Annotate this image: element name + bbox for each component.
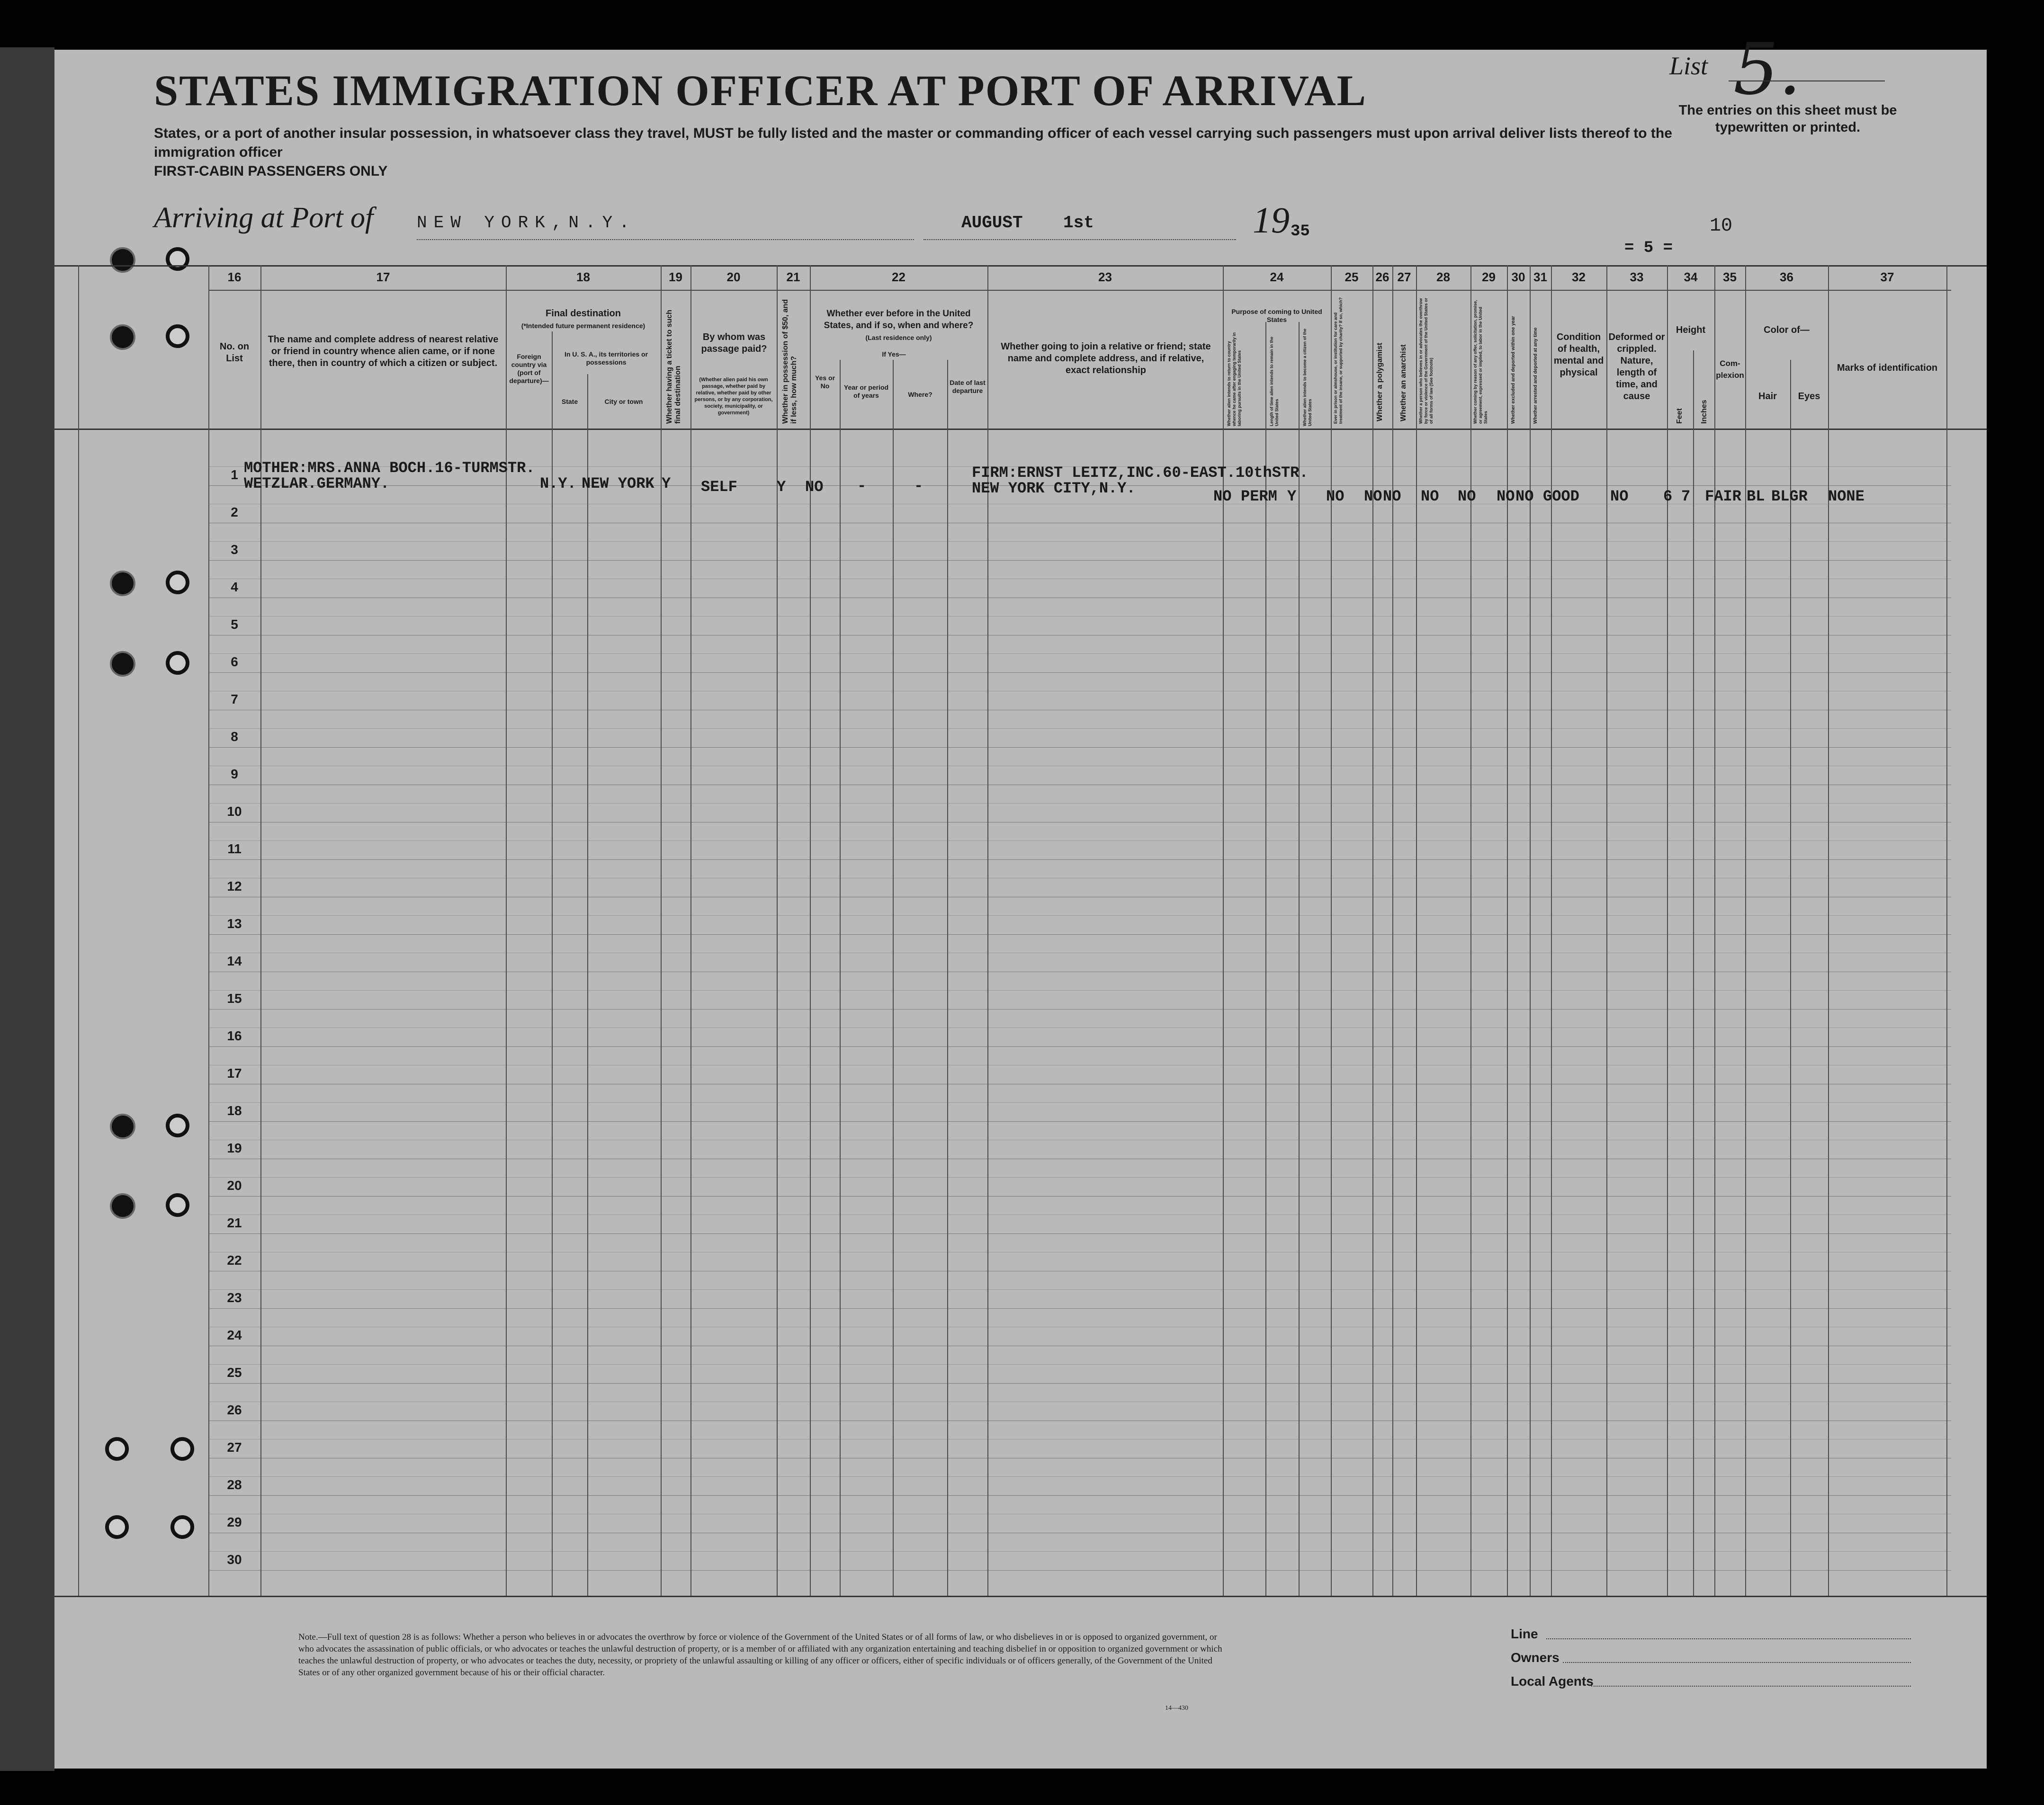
entry-where: -: [914, 477, 923, 495]
row-number: 28: [227, 1477, 242, 1492]
entry-before: NO: [805, 478, 824, 496]
row-subrule: [208, 1289, 1951, 1290]
row-subrule: [208, 840, 1951, 841]
row-number: 30: [227, 1552, 242, 1567]
header-final-destination: Final destination: [546, 308, 621, 319]
row-subrule: [208, 990, 1951, 991]
colnum-24: 24: [1270, 270, 1284, 284]
column-rule: [1331, 265, 1332, 1596]
binder-hole: [110, 247, 135, 273]
column-rule: [810, 265, 811, 1596]
entry-relative-line2: WETZLAR.GERMANY.: [244, 475, 390, 492]
entry-polygamist: NO: [1364, 488, 1382, 505]
header-if-yes: If Yes—: [882, 350, 906, 358]
row-number: 22: [227, 1253, 242, 1268]
header-deformed: Deformed or crippled. Nature, length of time, and cause: [1608, 332, 1665, 402]
row-number: 23: [227, 1290, 242, 1305]
row-number: 10: [227, 804, 242, 819]
column-rule: [661, 265, 662, 1596]
row-number: 7: [231, 692, 238, 706]
row-rule: [208, 1233, 1951, 1234]
entry-eyes: BLGR: [1771, 488, 1808, 505]
binder-hole: [105, 1437, 129, 1461]
binder-hole: [166, 324, 189, 348]
row-subrule: [208, 915, 1951, 916]
column-rule: [1790, 360, 1791, 1596]
row-subrule: [208, 1102, 1951, 1103]
binder-hole: [110, 571, 135, 596]
local-agents-label: Local Agents: [1511, 1674, 1594, 1689]
entries-note: The entries on this sheet must be typewritten or printed.: [1678, 103, 1897, 135]
binder-hole: [110, 1114, 135, 1139]
colnum-36: 36: [1780, 270, 1793, 284]
header-no-on-list: No. on List: [219, 341, 250, 364]
column-rule: [1299, 322, 1300, 1596]
header-state: State: [561, 398, 578, 405]
entry-joining-line2: NEW YORK CITY,N.Y.: [972, 480, 1136, 497]
colnum-18: 18: [576, 270, 590, 284]
arrival-day: 1st: [1063, 213, 1094, 232]
header-usa: In U. S. A., its territories or possessions: [564, 350, 648, 366]
entry-q30: NO: [1497, 488, 1515, 505]
colnum-22: 22: [892, 270, 905, 284]
column-rule: [1606, 265, 1607, 1596]
row-rule: [208, 1308, 1951, 1309]
table-bottom-rule: [54, 1596, 1987, 1597]
colnum-31: 31: [1533, 270, 1547, 284]
colnum-34: 34: [1684, 270, 1698, 284]
colnum-29: 29: [1482, 270, 1496, 284]
colnum-30: 30: [1511, 270, 1525, 284]
column-rule: [1667, 265, 1668, 1596]
port-rule: [417, 239, 914, 240]
colnum-26: 26: [1375, 270, 1390, 284]
entry-q29: NO: [1458, 488, 1476, 505]
column-rule: [78, 265, 79, 1596]
local-agents-rule: [1591, 1686, 1911, 1687]
row-number: 6: [231, 654, 238, 669]
colnum-37: 37: [1880, 270, 1894, 284]
header-q28: Whether a person who believes in or advocates the overthrow by force or violence of the Government of the United States or of all forms of law (See footnote): [1418, 297, 1434, 424]
row-subrule: [208, 1177, 1951, 1178]
list-number: 5.: [1733, 28, 1802, 111]
binding-edge: [0, 47, 54, 1771]
row-subrule: [208, 1476, 1951, 1477]
colnum-20: 20: [726, 270, 741, 284]
row-number: 27: [227, 1440, 242, 1455]
column-rule: [1828, 265, 1829, 1596]
header-color-of: Color of—: [1764, 325, 1810, 335]
header-passage: By whom was passage paid?: [701, 332, 767, 354]
header-before: Whether ever before in the United States, and if so, when and where?: [824, 309, 974, 331]
header-ticket: Whether having a ticket to such final destination: [665, 310, 682, 424]
row-subrule: [208, 541, 1951, 542]
row-rule: [208, 560, 1951, 561]
header-health: Condition of health, mental and physical: [1553, 332, 1604, 378]
row-rule: [208, 1196, 1951, 1197]
binder-hole: [166, 247, 189, 271]
header-joining: Whether going to join a relative or friend; state name and complete address, and if relative, exact relationship: [1001, 341, 1211, 375]
header-date-departure: Date of last departure: [950, 379, 986, 394]
column-rule: [1265, 322, 1266, 1596]
entry-marks: NONE: [1828, 488, 1865, 505]
binder-hole: [110, 651, 135, 677]
footnote-question-28: Note.—Full text of question 28 is as follows: Whether a person who believes in or advocates the overthrow by force or violence of the Government of the United States or of all forms of law, or who disbelieves in or is opposed to organized government, or who advocates the assassination of public officials, or who advocates or teaches the unlawful destruction of property, or is a member of or affiliated with any organization entertaining and teaching disbelief in or opposition to organized government or which teaches the unlawful destruction of property, or who advocates or teaches the duty, necessity, or propriety of the unlawful assaulting or killing of any officer or officers, either of specific individuals or of officers generally, of the Government of the United States or of any other organized government because of his or their official character. 14—430: [298, 1631, 1231, 1679]
binder-hole: [110, 324, 135, 350]
row-rule: [208, 747, 1951, 748]
row-rule: [208, 672, 1951, 673]
column-rule: [1946, 265, 1947, 1596]
column-rule: [1745, 265, 1746, 1596]
list-rule: [1729, 80, 1885, 81]
header-height: Height: [1676, 325, 1706, 335]
year-prefix: 19: [1253, 199, 1290, 241]
column-rule: [1392, 265, 1393, 1596]
entry-health: GOOD: [1543, 488, 1579, 505]
header-yes-no: Yes or No: [815, 374, 835, 390]
header-eyes: Eyes: [1798, 391, 1820, 402]
entry-q28: NO: [1421, 488, 1439, 505]
arriving-label: Arriving at Port of: [154, 202, 374, 234]
table-top-rule: [54, 265, 1987, 267]
header-hair: Hair: [1758, 391, 1777, 402]
row-number: 14: [227, 954, 242, 968]
row-number: 16: [227, 1028, 242, 1043]
colnum-23: 23: [1098, 270, 1112, 284]
binder-hole: [110, 1193, 135, 1219]
header-polygamist: Whether a polygamist: [1376, 342, 1384, 421]
list-label: List: [1669, 52, 1708, 80]
colnum-32: 32: [1572, 270, 1586, 284]
row-number: 13: [227, 916, 242, 931]
owners-rule: [1563, 1662, 1911, 1663]
entry-feet: 6: [1663, 488, 1673, 505]
header-purpose-citizen: Whether alien intends to become a citizen of the United States: [1302, 328, 1312, 426]
entry-citizen: Y: [1287, 488, 1297, 505]
colnum-16: 16: [227, 270, 242, 284]
column-rule: [1530, 265, 1531, 1596]
column-rule: [1693, 350, 1694, 1596]
form-code: 14—430: [1165, 1705, 1188, 1712]
arrival-month: AUGUST: [961, 213, 1023, 232]
header-passage-note: (Whether alien paid his own passage, whether paid by relative, whether paid by other persons, or by any corporation, society, municipality, or government): [694, 377, 773, 416]
colnum-17: 17: [376, 270, 390, 284]
date-rule: [923, 239, 1236, 240]
column-rule: [947, 360, 948, 1596]
entry-fifty: Y: [777, 478, 786, 496]
page-subtitle: States, or a port of another insular possession, in whatsoever class they travel, MUST be fully listed and the master or commanding officer of each vessel carrying such passengers must upon arrival deliver lists thereof to the immigration officer FIRST-CABIN PASSENGERS ONLY: [154, 125, 1672, 179]
header-city: City or town: [604, 398, 643, 405]
binder-hole: [170, 1515, 194, 1539]
entry-ticket: Y: [662, 475, 671, 492]
column-rule: [1714, 265, 1715, 1596]
header-q30: Whether excluded and deported within one year: [1511, 316, 1516, 424]
row-rule: [208, 1495, 1951, 1496]
row-number: 9: [231, 767, 238, 781]
entry-city: NEW YORK: [582, 475, 654, 492]
binder-hole: [166, 571, 189, 594]
entry-complexion: FAIR: [1705, 488, 1741, 505]
row-number: 25: [227, 1365, 242, 1380]
class-line: FIRST-CABIN PASSENGERS ONLY: [154, 163, 388, 179]
row-rule: [208, 1009, 1951, 1010]
row-number: 20: [227, 1178, 242, 1193]
sheet-number: = 5 =: [1624, 239, 1673, 257]
header-foreign-country: Foreign country via (port of departure)—: [509, 353, 549, 384]
column-rule: [1551, 265, 1552, 1596]
header-bottom-rule: [54, 429, 1987, 430]
binder-hole: [166, 1193, 189, 1217]
entry-relative-line1: MOTHER:MRS.ANNA BOCH.16-TURMSTR.: [244, 459, 535, 477]
column-rule: [893, 360, 894, 1596]
row-number: 12: [227, 879, 242, 894]
row-number: 15: [227, 991, 242, 1006]
row-number: 3: [231, 542, 238, 557]
row-number: 4: [231, 580, 238, 594]
header-relative: The name and complete address of nearest relative or friend in country whence alien came, or if none there, then in country of which a citizen or subject.: [268, 334, 499, 368]
column-rule: [840, 360, 841, 1596]
row-number: 18: [227, 1103, 242, 1118]
entry-inches: 7: [1681, 488, 1691, 505]
entry-length: PERM: [1241, 488, 1277, 505]
column-rule: [1372, 265, 1373, 1596]
entry-state: N.Y.: [540, 475, 576, 492]
header-q31: Whether arrested and deported at any time: [1533, 327, 1538, 424]
colnum-19: 19: [669, 270, 682, 284]
row-rule: [208, 1570, 1951, 1571]
header-before-note: (Last residence only): [865, 334, 932, 341]
row-rule: [208, 934, 1951, 935]
colnum-25: 25: [1345, 270, 1359, 284]
row-number: 2: [231, 505, 238, 519]
row-number: 17: [227, 1066, 242, 1081]
header-inches: Inches: [1700, 400, 1708, 424]
row-number: 24: [227, 1328, 242, 1342]
entry-year-period: -: [857, 477, 867, 495]
colnum-21: 21: [786, 270, 800, 284]
row-number: 8: [231, 729, 238, 744]
column-rule: [1507, 265, 1508, 1596]
entry-anarchist: NO: [1383, 488, 1401, 505]
line-rule: [1546, 1638, 1911, 1639]
year-suffix: 35: [1291, 223, 1310, 241]
row-rule: [208, 859, 1951, 860]
header-complexion: Com-plexion: [1716, 359, 1744, 380]
header-prison: Ever in prison or almshouse, or institution for care and treatment of the insane, or supported by charity? If so, which?: [1333, 297, 1343, 424]
binder-hole: [170, 1437, 194, 1461]
row-subrule: [208, 728, 1951, 729]
binder-hole: [166, 1114, 189, 1137]
port-name: NEW YORK,N.Y.: [417, 213, 636, 232]
header-q29: Whether coming by reason of any offer, solicitation, promise, or agreement, expressed or implied, to labor in the United States: [1473, 300, 1488, 424]
page-number: 10: [1710, 215, 1733, 237]
row-subrule: [208, 1364, 1951, 1365]
row-number: 19: [227, 1141, 242, 1155]
column-rule: [587, 374, 588, 1596]
header-purpose: Purpose of coming to United States: [1231, 308, 1322, 323]
row-subrule: [208, 803, 1951, 804]
entry-passage: SELF: [701, 478, 737, 496]
manifest-sheet: [54, 50, 1987, 1769]
entry-deformed: NO: [1610, 488, 1629, 505]
column-rule: [1470, 265, 1471, 1596]
row-rule: [208, 1383, 1951, 1384]
header-final-destination-note: (*Intended future permanent residence): [521, 322, 645, 330]
row-number: 5: [231, 617, 238, 632]
entry-q31: NO: [1515, 488, 1534, 505]
row-number: 11: [227, 841, 242, 856]
binder-hole: [166, 651, 189, 675]
entry-prison: NO: [1326, 488, 1345, 505]
row-number: 29: [227, 1515, 242, 1529]
row-number: 26: [227, 1403, 242, 1417]
header-feet: Feet: [1676, 408, 1684, 424]
header-where: Where?: [908, 391, 932, 398]
header-fifty: Whether in possession of $50, and if less, how much?: [781, 299, 798, 424]
row-number: 21: [227, 1215, 242, 1230]
header-marks: Marks of identification: [1837, 363, 1938, 373]
colnum-rule: [208, 290, 1951, 291]
column-rule: [690, 265, 691, 1596]
row-number: 1: [231, 467, 238, 482]
entry-joining-line1: FIRM:ERNST LEITZ,INC.60-EAST.10thSTR.: [972, 464, 1309, 482]
page-title: STATES IMMIGRATION OFFICER AT PORT OF ARRIVAL: [154, 66, 1367, 115]
colnum-27: 27: [1397, 270, 1411, 284]
column-rule: [1416, 265, 1417, 1596]
binder-hole: [105, 1515, 129, 1539]
header-anarchist: Whether an anarchist: [1399, 344, 1407, 421]
row-subrule: [208, 653, 1951, 654]
colnum-33: 33: [1630, 270, 1644, 284]
row-subrule: [208, 1551, 1951, 1552]
row-subrule: [208, 616, 1951, 617]
entry-hair: BL: [1747, 488, 1765, 505]
column-rule: [777, 265, 778, 1596]
entry-return: NO: [1213, 488, 1232, 505]
row-rule: [208, 1046, 1951, 1047]
row-rule: [208, 1121, 1951, 1122]
column-rule: [552, 331, 553, 1596]
header-year-period: Year or period of years: [843, 384, 889, 399]
colnum-28: 28: [1436, 270, 1450, 284]
colnum-35: 35: [1723, 270, 1737, 284]
header-purpose-return: Whether alien intends to return to country whence he came after engaging temporarily in laboring pursuits in the United States: [1227, 332, 1242, 426]
line-label: Line: [1511, 1626, 1538, 1641]
owners-label: Owners: [1511, 1650, 1560, 1665]
header-purpose-length: Length of time alien intends to remain in the United States: [1269, 336, 1279, 426]
